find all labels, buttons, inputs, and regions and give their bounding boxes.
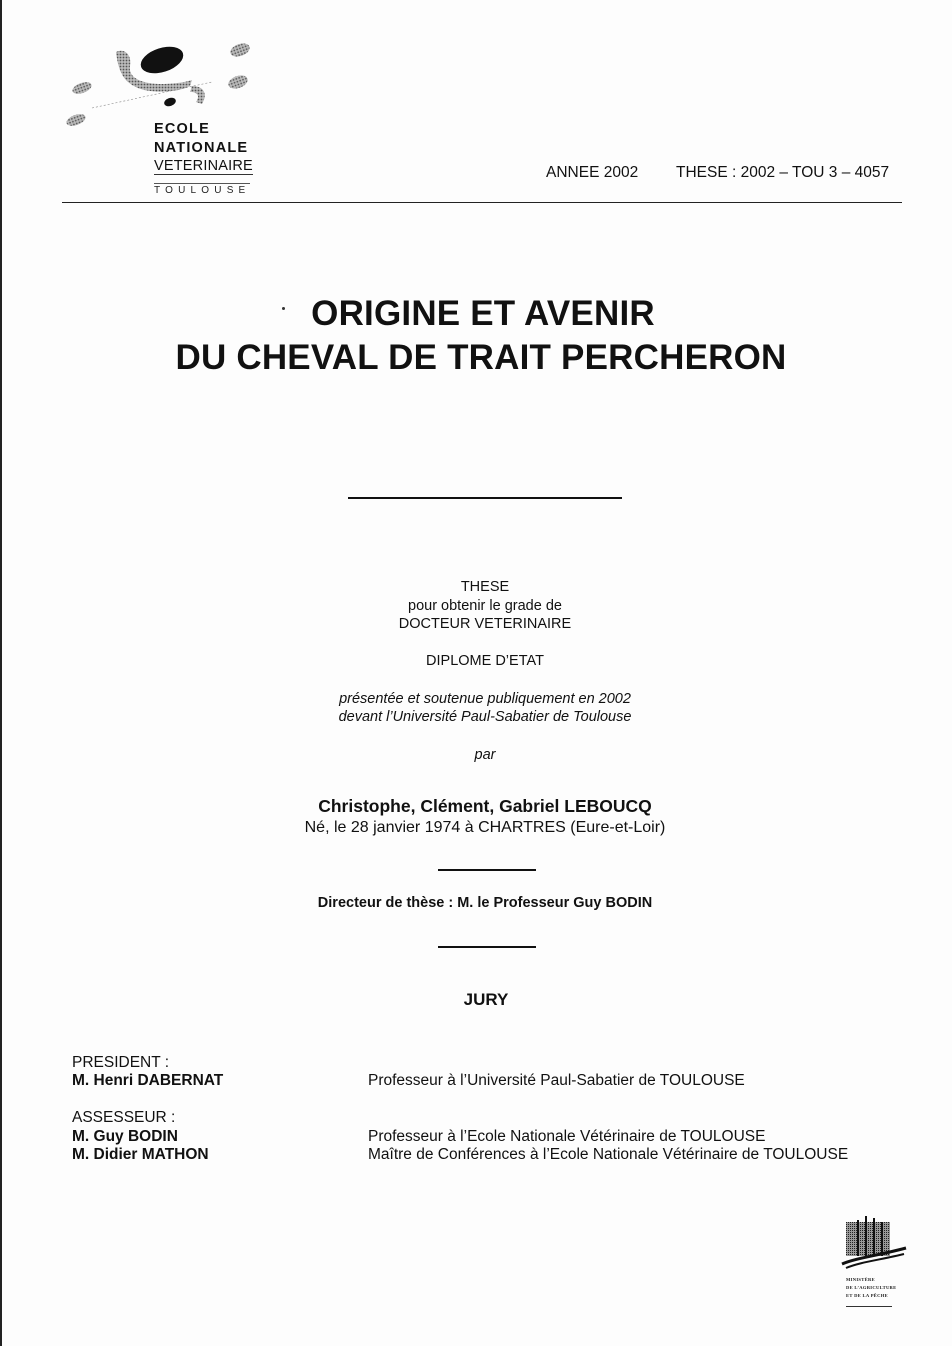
thesis-purpose: pour obtenir le grade de	[408, 598, 562, 614]
ministry-name	[846, 1276, 906, 1300]
assessor-title-1: Professeur à l’Ecole Nationale Vétérinaire de TOULOUSE	[368, 1128, 766, 1145]
thesis-type: THESE	[460, 579, 510, 595]
thesis-by: par	[474, 747, 496, 763]
school-city: TOULOUSE	[154, 185, 251, 196]
thesis-title-line2: DU CHEVAL DE TRAIT PERCHERON	[175, 338, 787, 377]
thesis-year: ANNEE 2002	[546, 164, 639, 181]
ministry-line3: ET DE LA PÊCHE	[846, 1293, 889, 1298]
thesis-author: Christophe, Clément, Gabriel LEBOUCQ	[318, 796, 652, 816]
president-title: Professeur à l’Université Paul-Sabatier de TOULOUSE	[368, 1072, 745, 1089]
director-divider	[438, 946, 536, 948]
title-divider	[348, 497, 622, 499]
page-edge	[0, 0, 2, 1346]
thesis-title-line1: ORIGINE ET AVENIR	[311, 294, 655, 333]
school-logo	[62, 38, 262, 198]
jury-label: JURY	[463, 990, 509, 1009]
author-divider	[438, 869, 536, 871]
thesis-degree: DOCTEUR VETERINAIRE	[398, 616, 572, 632]
president-name: M. Henri DABERNAT	[72, 1072, 224, 1089]
thesis-presented: présentée et soutenue publiquement en 2002	[339, 691, 631, 707]
thesis-diploma: DIPLOME D’ETAT	[426, 653, 544, 669]
assessor-name-1: M. Guy BODIN	[72, 1128, 178, 1145]
header-divider	[62, 202, 902, 203]
school-name-line3: VETERINAIRE	[154, 158, 253, 174]
assessor-name-2: M. Didier MATHON	[72, 1146, 209, 1163]
school-name-line1: ECOLE	[154, 121, 210, 137]
ministry-divider	[846, 1306, 892, 1307]
assessor-role: ASSESSEUR :	[72, 1109, 176, 1126]
thesis-director: Directeur de thèse : M. le Professeur Guy BODIN	[317, 895, 653, 911]
school-name	[154, 120, 253, 176]
ministry-line1: MINISTÈRE	[846, 1277, 875, 1282]
assessor-title-2: Maître de Conférences à l’Ecole Nationale Vétérinaire de TOULOUSE	[368, 1146, 849, 1163]
ministry-line2: DE L’AGRICULTURE	[846, 1285, 897, 1290]
author-birth: Né, le 28 janvier 1974 à CHARTRES (Eure-et-Loir)	[304, 819, 666, 836]
thesis-university: devant l’Université Paul-Sabatier de Toulouse	[338, 709, 632, 725]
president-role: PRESIDENT :	[72, 1054, 170, 1071]
thesis-reference: THESE : 2002 – TOU 3 – 4057	[676, 164, 890, 181]
school-name-line2: NATIONALE	[154, 139, 249, 156]
